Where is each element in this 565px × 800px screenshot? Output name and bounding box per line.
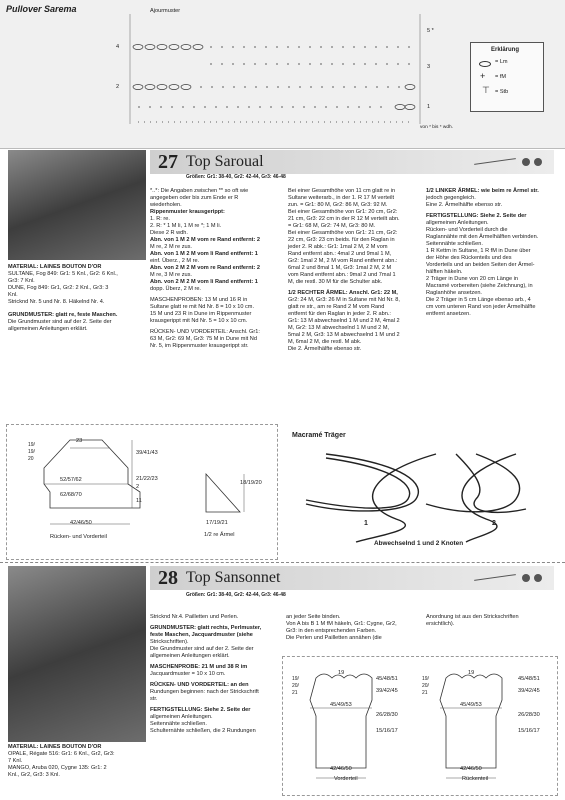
text-line: M, 6mal 2 M, die restl. M abk. [288,339,362,345]
text-line: Nr. 5, im Rippenmuster krausgerippt str. [150,343,249,349]
single-crochet-icon: + [480,71,486,81]
text-line: Stricknd Nr. 5 und Nr. 8. Häkelnd Nr. 4. [8,299,105,305]
legend-item-lm: = Lm [495,59,508,65]
chart-label: Ajourmuster [150,8,181,14]
text-line: GRUNDMUSTER: glatt re, feste Maschen. [8,312,118,318]
text-line: Gr3: in den entsprechenden Farben. [286,628,377,634]
text-line: Die 2. Ärmelhälfte ebenso str. [288,346,362,352]
text-line: Eine 2. Ärmelhälfte ebenso str. [426,202,503,208]
dim-h4-27: 11 [136,498,142,504]
text-line: M re, 2 M re zus. [150,244,192,250]
text-line: Knl., Gr2, Gr3: 3 Knl. [8,772,60,778]
instructions-28-col4 [426,614,558,628]
dim-h2-back: 39/42/45 [518,688,540,694]
text-line: MASCHENPROBEN: 13 M und 16 R in [150,297,248,303]
text-line: krausgerippt mit Nd Nr. 5 = 10 x 10 cm. [150,318,248,324]
section-27-header [150,150,554,174]
text-line: RÜCKEN- UND VORDERTEIL: an den [150,682,249,688]
text-line: Von A bis B 1 M fM häkeln, Gr1: Cygne, Gr2, [286,621,397,627]
macrame-label-2: 2 [492,520,496,527]
yarn-ball-icon [522,574,530,582]
text-line: Diese 2 R wdh. [150,230,188,236]
instructions-28-col3 [286,614,426,642]
yarn-ball-icon [534,158,542,166]
text-line: 21 cm, Gr3: 22 cm in der R 12 M verteilt abn. [288,216,400,222]
page-title: Pullover Sarema [6,4,77,14]
dim-w3-27: 42/46/50 [70,520,92,526]
material-27 [8,264,146,333]
text-line: Sultane weiterarb., in der 1. R 17 M verteilt [288,195,395,201]
text-line: feste Maschen, Jacquardmuster (siehe [150,632,253,638]
text-line: angegeben oder bis zum Ende er R [150,195,239,201]
text-line: Die Perlen und Pailletten annähen (die [286,635,382,641]
text-line: = Gr1: 68 M, Gr2: 74 M, Gr3: 80 M. [288,223,376,229]
text-line: dopp. Überz, 2 M re. [150,286,201,292]
dim-h1-27: 39/41/43 [136,450,158,456]
dim-h1-front: 45/48/51 [376,676,398,682]
text-line: Knl. [8,292,18,298]
text-line: hälften häkeln. [426,269,463,275]
needles-icon [474,158,516,165]
pattern-title-27: Top Saroual [186,153,264,170]
repeat-note: von * bis * wdh. [420,125,454,130]
macrame-label-1: 1 [364,520,368,527]
text-line: MASCHENPROBE: 21 M und 38 R im [150,664,248,670]
text-line: Bei einer Gesamthöhe von Gr1: 20 cm, Gr2: [288,209,398,215]
model-photo-28 [8,566,146,742]
text-line: Macramé vorbereiten (siehe Zeichnung), in [426,283,533,289]
dim-w2-back: 42/46/50 [460,766,482,772]
text-line: entfernt ansetzen. [426,311,471,317]
row-label-1: 1 [427,104,431,110]
dim-h1-back: 45/48/51 [518,676,540,682]
text-line: 1 R Kettm in Sultane, 1 R fM in Dune über [426,248,531,254]
dim-h3-27: 2 [136,484,140,490]
text-line: 22 cm, Gr3: 23 cm beids. für den Raglan in [288,237,395,243]
model-photo-27 [8,150,146,260]
text-line: MANGO, Aruba 020, Cygne 135: Gr1: 2 [8,765,107,771]
dim-left-top-27: 19/ 19/ 20 [28,442,35,462]
text-line: allgemeinen Anleitungen. [426,220,489,226]
dim-w1-front: 45/49/53 [330,702,352,708]
text-line: Stricknd Nr.4. Pailletten und Perlen. [150,614,239,620]
text-line: M, Gr2: 13 M abwechselnd 1 M und 2 M, [288,325,390,331]
caption-sleeve-27: 1/2 re Ärmel [204,532,235,538]
text-line: str. [150,696,158,702]
caption-back: Rückenteil [462,776,489,782]
text-line: entfernt für den Raglan in jeder 2. R abn.: [288,311,391,317]
instructions-27-col3 [288,188,422,353]
dim-sleeve-w-27: 17/19/21 [206,520,228,526]
text-line: Gr1: 13 M abwechselnd 1 M und 2 M, 4mal 2 [288,318,400,324]
text-line: Seitennähte schließen. [426,241,483,247]
text-line: allgemeinen Anleitungen erklärt. [8,326,88,332]
dim-side-back: 19/ 20/ 21 [422,676,429,696]
dim-h4-front: 15/16/17 [376,728,398,734]
text-line: OPALE, Régate 516: Gr1: 6 Knl., Gr2, Gr3: [8,751,115,757]
text-line: SULTANE, Fog 849: Gr1: 5 Knl., Gr2: 6 Knl., [8,271,118,277]
sizes-27: Größen: Gr1: 38-40, Gr2: 42-44, Gr3: 46-48 [186,174,286,180]
row-label-2: 2 [116,84,120,90]
text-line: Abn. von 1 M 2 M vom li Rand entfernt: 1 [150,251,258,257]
dim-side-front: 19/ 20/ 21 [292,676,299,696]
text-line: 63 M, Gr2: 69 M, Gr3: 75 M in Dune mit Nd [150,336,257,342]
text-line: Die Grundmuster sind auf der 2. Seite der [8,319,112,325]
text-line: Vorderteils und an beiden Seiten der Ärmel- [426,262,535,268]
text-line: Seitennähte schließen. [150,721,207,727]
dim-w1-27: 52/57/62 [60,477,82,483]
dim-w2-front: 42/46/50 [330,766,352,772]
dim-w2-27: 62/68/70 [60,492,82,498]
instructions-27-col4 [426,188,558,318]
dim-h2-front: 39/42/45 [376,688,398,694]
text-line: jedoch gegengleich. [426,195,476,201]
text-line: M re, 3 M re zus. [150,272,192,278]
text-line: der Höhe des Rückenteils und des [426,255,512,261]
text-line: Schulternähte schließen, die 2 Rundungen [150,728,256,734]
text-line: FERTIGSTELLUNG: Siehe 2. Seite der [426,213,527,219]
text-line: Sultane glatt re mit Nd Nr. 8 = 10 x 10 cm. [150,304,254,310]
text-line: 5mal 2 M, Gr3: 13 M abwechselnd 1 M und 2 [288,332,400,338]
needles-icon [474,574,516,581]
text-line: 1. R: re. [150,216,170,222]
text-line: Die 2 Träger in 5 cm Länge ebenso arb., 4 [426,297,531,303]
text-line: 2 Träger in Dune von 20 cm Länge in [426,276,519,282]
macrame-caption: Abwechselnd 1 und 2 Knoten [374,540,464,547]
text-line: Rippenmuster krausgerippt: [150,209,225,215]
text-line: Bei einer Gesamthöhe von Gr1: 21 cm, Gr2: [288,230,398,236]
text-line: Rücken- und Vorderteil durch die [426,227,508,233]
text-line: Rand entfernt abn.: 4mal 2 und 9mal 1 M, [288,251,392,257]
text-line: ersichtlich). [426,621,455,627]
text-line: Gr3: 7 Knl. [8,278,35,284]
text-line: jeder 2. R abk.: Gr1: 1mal 2 M, 2 M vom [288,244,388,250]
text-line: Strickschriften). [150,639,189,645]
text-line: glatt re str., am re Rand 2 M vom Rand [288,304,385,310]
dim-w1-back: 45/49/53 [460,702,482,708]
pattern-number-27: 27 [158,151,178,173]
text-line: Rundungen beginnen: nach der Strickschrift [150,689,259,695]
text-line: 7 Knl. [8,758,23,764]
double-crochet-icon: ⊤ [482,85,490,95]
text-line: Abn. von 2 M 2 M vom re Rand entfernt: 2 [150,265,261,271]
yarn-ball-icon [522,158,530,166]
text-line: Anordnung ist aus den Strickschriften [426,614,519,620]
row-label-3: 3 [427,64,431,70]
text-line: MATERIAL: LAINES BOUTON D'OR [8,744,102,750]
macrame-diagram [286,444,556,544]
dim-sleeve-h-27: 18/19/20 [240,480,262,486]
dim-top-27: 23 [76,438,83,444]
text-line: 15 M und 23 R in Dune im Rippenmuster [150,311,252,317]
legend-box [470,42,544,112]
crochet-chart [110,14,440,134]
instructions-28-col2 [150,614,282,735]
dim-h3-front: 26/28/30 [376,712,398,718]
section-28-header [150,566,554,590]
text-line: wiederholen. [150,202,182,208]
text-line: einf. Überz., 2 M re. [150,258,200,264]
text-line: allgemeinen Anleitungen erklärt. [150,653,230,659]
schematic-28 [286,660,554,792]
text-line: Bei einer Gesamthöhe von 11 cm glatt re in [288,188,396,194]
text-line: DUNE, Fog 849: Gr1, Gr2: 2 Knl., Gr3: 3 [8,285,109,291]
text-line: Raglanhöhe ansetzen. [426,290,482,296]
text-line: GRUNDMUSTER: glatt rechts, Perlmuster, [150,625,262,631]
caption-front: Vorderteil [334,776,358,782]
yarn-ball-icon [534,574,542,582]
text-line: 2. R: * 1 M li, 1 M re *; 1 M li. [150,223,222,229]
text-line: Gr2: 1mal 2 M, 2 M vom Rand entfernt abn.: [288,258,398,264]
dim-h2-27: 21/22/23 [136,476,158,482]
text-line: Gr2: 24 M, Gr3: 26 M in Sultane mit Nd Nr. 8, [288,297,400,303]
text-line: Jacquardmuster = 10 x 10 cm. [150,671,226,677]
sizes-28: Größen: Gr1: 38-40, Gr2: 42-44, Gr3: 46-48 [186,592,286,598]
pattern-number-28: 28 [158,567,178,589]
text-line: cm vom unteren Rand von jeder Ärmelhälfte [426,304,536,310]
text-line: Abn. von 2 M 2 M vom li Rand entfernt: 1 [150,279,258,285]
material-28 [8,744,152,779]
dim-h3-back: 26/28/30 [518,712,540,718]
text-line: 1/2 RECHTER ÄRMEL: Anschl. Gr1: 22 M, [288,290,398,296]
instructions-27-col2 [150,188,284,350]
dim-top-front: 19 [338,670,345,676]
dim-top-back: 19 [468,670,475,676]
text-line: MATERIAL: LAINES BOUTON D'OR [8,264,102,270]
row-label-4: 4 [116,44,120,50]
text-line: 1/2 LINKER ÄRMEL: wie beim re Ärmel str. [426,188,539,194]
chain-stitch-icon [479,61,491,67]
legend-title: Erklärung [491,47,520,53]
text-line: Abn. von 1 M 2 M vom re Rand entfernt: 2 [150,237,261,243]
text-line: an jeder Seite binden. [286,614,341,620]
legend-item-stb: = Stb [495,89,509,95]
text-line: zun. = Gr1: 80 M, Gr2: 86 M, Gr3: 92 M. [288,202,388,208]
row-label-5: 5 * [427,28,434,34]
text-line: *..*: Die Angaben zwischen ** so oft wie [150,188,249,194]
dim-h4-back: 15/16/17 [518,728,540,734]
macrame-title: Macramé Träger [292,432,346,439]
text-line: M, die restl. 30 M für die Schulter abk. [288,279,383,285]
text-line: Die Grundmuster sind auf der 2. Seite der [150,646,254,652]
text-line: 6mal 2 und 8mal 1 M, Gr3: 1mal 2 M, 2 M [288,265,392,271]
section-divider [0,562,565,563]
text-line: allgemeinen Anleitungen. [150,714,213,720]
caption-body-27: Rücken- und Vorderteil [50,534,107,540]
legend-item-fm: = fM [495,74,507,80]
text-line: RÜCKEN- UND VORDERTEIL: Anschl. Gr1: [150,329,260,335]
pattern-title-28: Top Sansonnet [186,569,281,586]
text-line: Raglannähte mit den Ärmelhälften verbinden. [426,234,539,240]
text-line: FERTIGSTELLUNG: Siehe 2. Seite der [150,707,251,713]
text-line: vom Rand entfernt abn.: 9mal 2 und 7mal 1 [288,272,396,278]
